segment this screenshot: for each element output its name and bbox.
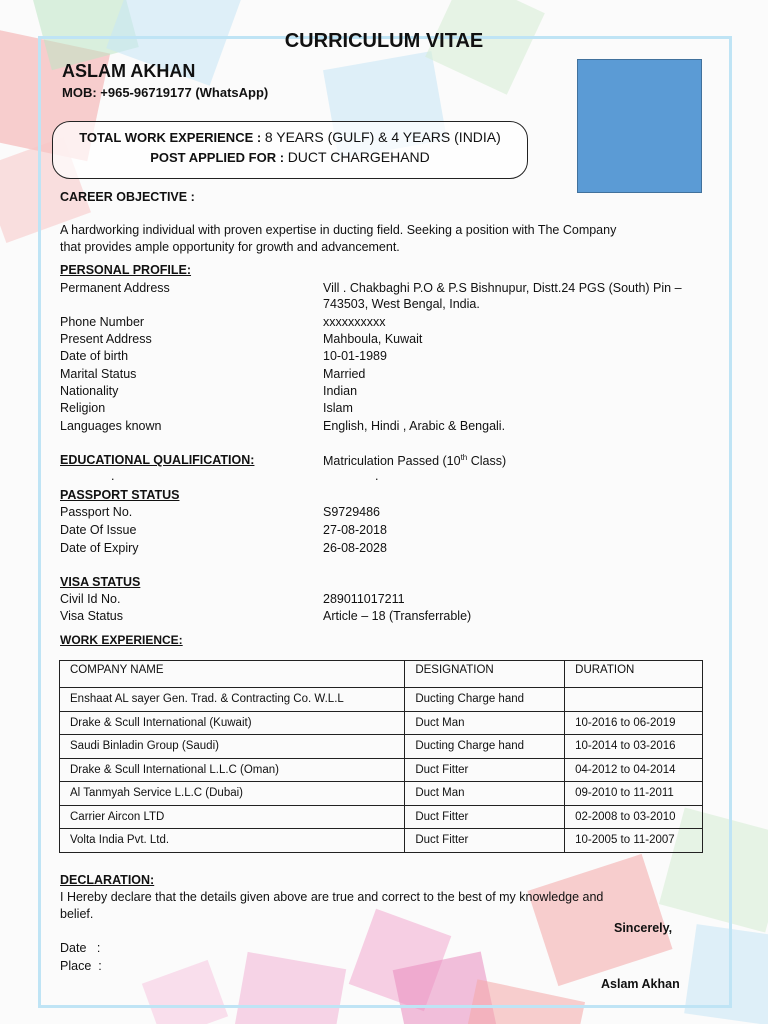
designation-cell: Duct Man	[405, 782, 565, 806]
company-cell: Drake & Scull International L.L.C (Oman)	[60, 758, 405, 782]
column-header: COMPANY NAME	[60, 661, 405, 688]
profile-value: 10-01-1989	[323, 349, 387, 363]
career-objective-line: A hardworking individual with proven expertise in ducting field. Seeking a position with The Company	[60, 223, 617, 237]
company-cell: Volta India Pvt. Ltd.	[60, 829, 405, 853]
document-title: CURRICULUM VITAE	[284, 30, 484, 52]
profile-value: xxxxxxxxxx	[323, 315, 386, 329]
passport-label: Date Of Issue	[60, 523, 137, 537]
date-label: Date :	[60, 941, 101, 955]
profile-label: Phone Number	[60, 315, 145, 329]
education-value: Matriculation Passed (10th Class)	[323, 453, 507, 469]
work-experience-table	[59, 660, 703, 853]
table-row	[60, 688, 703, 712]
profile-value: Vill . Chakbaghi P.O & P.S Bishnupur, Distt.24 PGS (South) Pin –	[323, 281, 682, 295]
column-header: DESIGNATION	[405, 661, 565, 688]
profile-value: English, Hindi , Arabic & Bengali.	[323, 419, 506, 433]
designation-cell: Duct Fitter	[405, 758, 565, 782]
table-row	[60, 782, 703, 806]
passport-label: Passport No.	[60, 505, 133, 519]
career-objective-heading: CAREER OBJECTIVE :	[60, 190, 195, 204]
designation-cell: Duct Fitter	[405, 829, 565, 853]
dot-mark: .	[111, 469, 115, 483]
table-row	[60, 735, 703, 759]
company-cell: Al Tanmyah Service L.L.C (Dubai)	[60, 782, 405, 806]
visa-label: Civil Id No.	[60, 592, 121, 606]
designation-cell: Ducting Charge hand	[405, 688, 565, 712]
profile-value: 743503, West Bengal, India.	[323, 297, 480, 311]
dot-mark: .	[375, 469, 379, 483]
signature-name: Aslam Akhan	[601, 977, 680, 991]
duration-cell: 02-2008 to 03-2010	[565, 805, 703, 829]
post-applied-line: POST APPLIED FOR : DUCT CHARGEHAND	[150, 149, 430, 165]
candidate-name: ASLAM AKHAN	[62, 61, 196, 81]
passport-value: S9729486	[323, 505, 381, 519]
profile-label: Date of birth	[60, 349, 129, 363]
duration-cell	[565, 688, 703, 712]
profile-value: Indian	[323, 384, 358, 398]
declaration-heading: DECLARATION:	[60, 873, 155, 887]
profile-label: Marital Status	[60, 367, 137, 381]
duration-cell: 10-2005 to 11-2007	[565, 829, 703, 853]
passport-heading: PASSPORT STATUS	[60, 488, 180, 502]
passport-value: 27-08-2018	[323, 523, 387, 537]
table-row	[60, 829, 703, 853]
profile-label: Religion	[60, 401, 106, 415]
personal-profile-heading: PERSONAL PROFILE:	[60, 263, 192, 277]
profile-value: Mahboula, Kuwait	[323, 332, 423, 346]
profile-label: Permanent Address	[60, 281, 170, 295]
passport-label: Date of Expiry	[60, 541, 139, 555]
designation-cell: Ducting Charge hand	[405, 735, 565, 759]
passport-value: 26-08-2028	[323, 541, 387, 555]
table-row	[60, 711, 703, 735]
career-objective-line: that provides ample opportunity for growth and advancement.	[60, 240, 400, 254]
visa-label: Visa Status	[60, 609, 124, 623]
visa-heading: VISA STATUS	[60, 575, 141, 589]
company-cell: Carrier Aircon LTD	[60, 805, 405, 829]
total-experience-line: TOTAL WORK EXPERIENCE : 8 YEARS (GULF) & 4 YEARS (INDIA)	[79, 129, 501, 145]
declaration-text: belief.	[60, 907, 94, 921]
education-heading: EDUCATIONAL QUALIFICATION:	[60, 453, 255, 467]
place-label: Place :	[60, 959, 102, 973]
duration-cell: 10-2014 to 03-2016	[565, 735, 703, 759]
designation-cell: Duct Fitter	[405, 805, 565, 829]
table-header-row	[60, 661, 703, 688]
visa-value: Article – 18 (Transferrable)	[323, 609, 472, 623]
mobile-number: MOB: +965-96719177 (WhatsApp)	[62, 85, 269, 100]
column-header: DURATION	[565, 661, 703, 688]
table-row	[60, 805, 703, 829]
photo-placeholder	[577, 59, 702, 193]
declaration-text: I Hereby declare that the details given above are true and correct to the best of my knowledge and	[60, 890, 604, 904]
table-row	[60, 758, 703, 782]
sincerely-text: Sincerely,	[614, 921, 673, 935]
profile-value: Married	[323, 367, 366, 381]
designation-cell: Duct Man	[405, 711, 565, 735]
profile-label: Nationality	[60, 384, 119, 398]
profile-label: Languages known	[60, 419, 162, 433]
company-cell: Saudi Binladin Group (Saudi)	[60, 735, 405, 759]
duration-cell: 09-2010 to 11-2011	[565, 782, 703, 806]
duration-cell: 10-2016 to 06-2019	[565, 711, 703, 735]
company-cell: Enshaat AL sayer Gen. Trad. & Contracting Co. W.L.L	[60, 688, 405, 712]
duration-cell: 04-2012 to 04-2014	[565, 758, 703, 782]
profile-label: Present Address	[60, 332, 152, 346]
company-cell: Drake & Scull International (Kuwait)	[60, 711, 405, 735]
visa-value: 289011017211	[323, 592, 405, 606]
work-experience-heading: WORK EXPERIENCE:	[60, 633, 183, 647]
profile-value: Islam	[323, 401, 353, 415]
